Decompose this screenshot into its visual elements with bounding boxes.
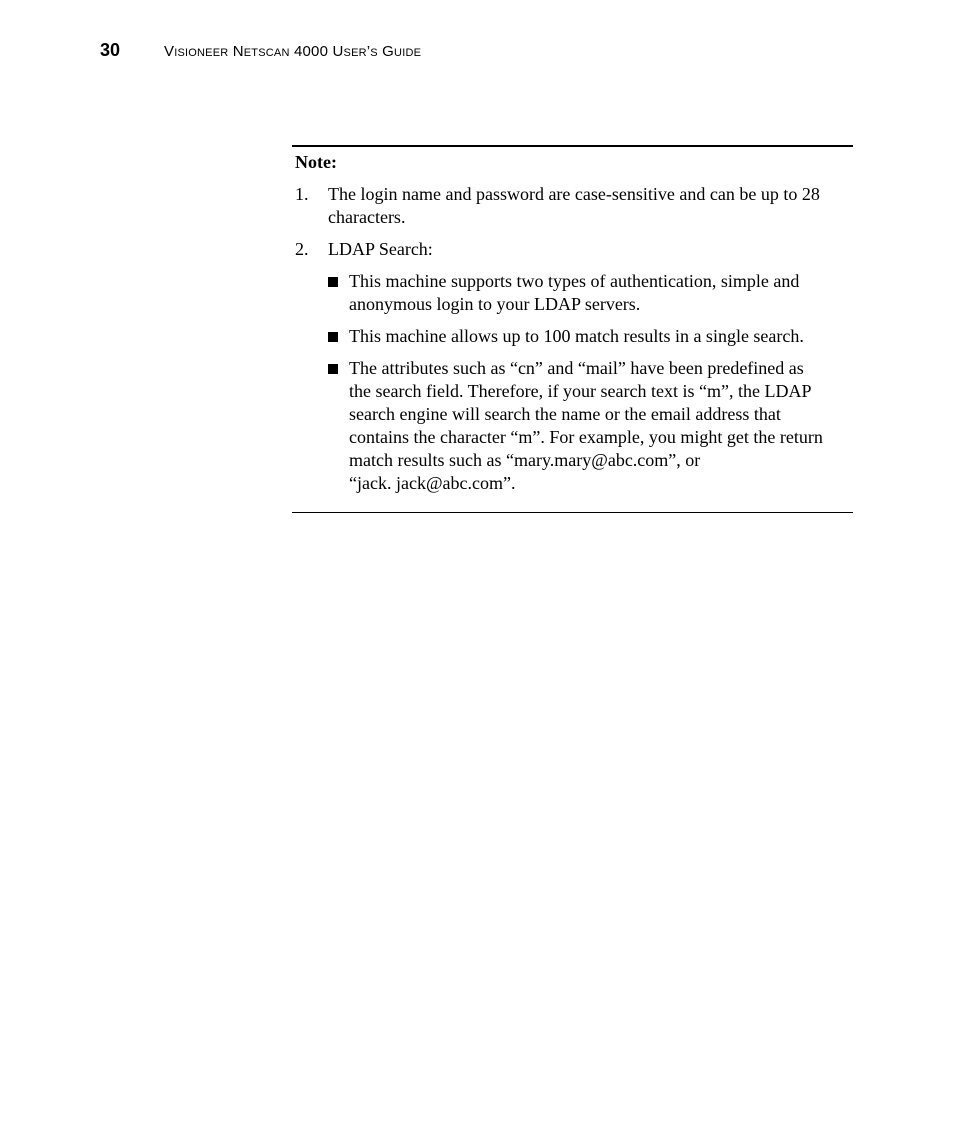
text-line: contains the character “m”. For example, you might get the return xyxy=(349,427,823,447)
list-item xyxy=(328,325,839,348)
item-number: 2. xyxy=(295,239,309,259)
bullet-text xyxy=(349,357,839,495)
text-line: characters. xyxy=(328,207,406,227)
note-box xyxy=(292,145,853,513)
note-item-2 xyxy=(292,238,853,495)
square-bullet-icon xyxy=(328,357,349,495)
square-bullet-icon xyxy=(328,270,349,316)
note-label: Note: xyxy=(295,152,337,172)
note-item-text xyxy=(328,238,853,495)
bullet-text xyxy=(349,325,839,348)
bullet-text xyxy=(349,270,839,316)
text-line: This machine allows up to 100 match results in a single search. xyxy=(349,326,804,346)
page-header xyxy=(100,40,421,64)
text-line: The attributes such as “cn” and “mail” have been predefined as xyxy=(349,358,804,378)
list-item xyxy=(328,270,839,316)
square-bullet-icon xyxy=(328,325,349,348)
ldap-search-heading: LDAP Search: xyxy=(328,239,433,259)
text-line: the search field. Therefore, if your search text is “m”, the LDAP xyxy=(349,381,812,401)
text-line: “jack. jack@abc.com”. xyxy=(349,473,516,493)
page-number: 30 xyxy=(100,40,121,60)
text-line: anonymous login to your LDAP servers. xyxy=(349,294,641,314)
text-line: match results such as “mary.mary@abc.com”, or xyxy=(349,450,701,470)
ldap-bullet-list xyxy=(328,270,839,495)
text-line: The login name and password are case-sensitive and can be up to 28 xyxy=(328,184,820,204)
text-line: search engine will search the name or the email address that xyxy=(349,404,781,424)
note-item-text xyxy=(328,183,853,229)
note-item-1 xyxy=(292,183,853,229)
list-item xyxy=(328,357,839,495)
running-title: Visioneer Netscan 4000 User’s Guide xyxy=(164,43,422,60)
text-line: This machine supports two types of authentication, simple and xyxy=(349,271,800,291)
item-number: 1. xyxy=(295,184,309,204)
